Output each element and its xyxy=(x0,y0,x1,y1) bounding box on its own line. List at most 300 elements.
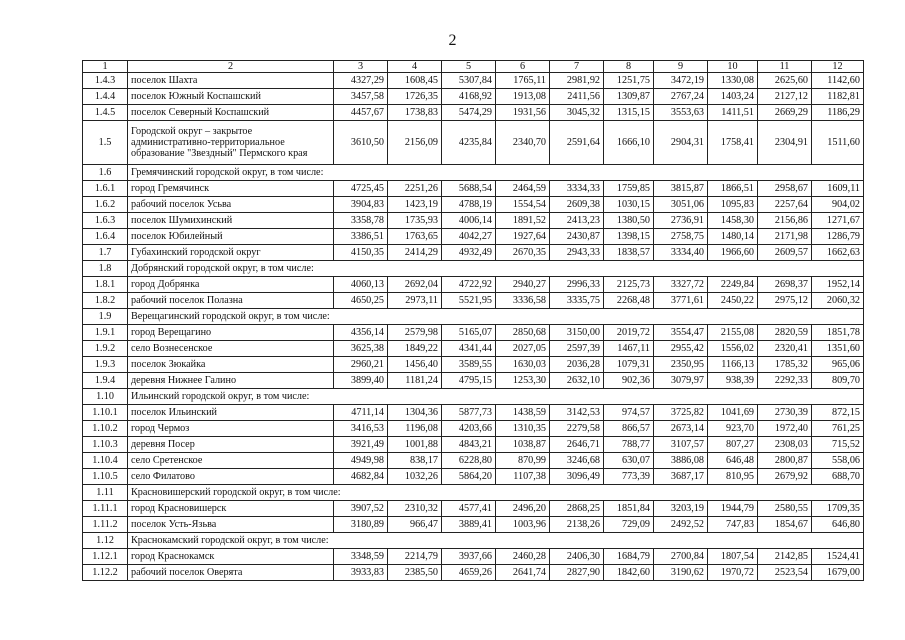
value-cell-col7: 2591,64 xyxy=(550,121,604,165)
row-code: 1.9.2 xyxy=(83,341,128,357)
value-cell-col8: 1309,87 xyxy=(604,89,654,105)
value-cell-col8: 1315,15 xyxy=(604,105,654,121)
value-cell-col12: 965,06 xyxy=(812,357,864,373)
value-cell-col3: 4150,35 xyxy=(334,245,388,261)
value-cell-col8: 2268,48 xyxy=(604,293,654,309)
settlement-name: город Верещагино xyxy=(128,325,334,341)
value-cell-col7: 2138,26 xyxy=(550,517,604,533)
value-cell-col3: 4060,13 xyxy=(334,277,388,293)
value-cell-col6: 1038,87 xyxy=(496,437,550,453)
column-header: 3 xyxy=(334,61,388,73)
settlement-name: поселок Южный Коспашский xyxy=(128,89,334,105)
value-cell-col8: 630,07 xyxy=(604,453,654,469)
column-header: 1 xyxy=(83,61,128,73)
value-cell-col9: 2736,91 xyxy=(654,213,708,229)
table-row xyxy=(83,341,864,357)
value-cell-col8: 1684,79 xyxy=(604,549,654,565)
value-cell-col8: 1030,15 xyxy=(604,197,654,213)
table-row xyxy=(83,405,864,421)
settlement-name: Городской округ – закрытое административно-территориальное образование "Звездный" Пермского края xyxy=(128,121,334,165)
value-cell-col7: 2943,33 xyxy=(550,245,604,261)
row-code: 1.4.3 xyxy=(83,73,128,89)
value-cell-col10: 2155,08 xyxy=(708,325,758,341)
table-row xyxy=(83,293,864,309)
value-cell-col6: 2460,28 xyxy=(496,549,550,565)
value-cell-col3: 3907,52 xyxy=(334,501,388,517)
value-cell-col4: 1738,83 xyxy=(388,105,442,121)
value-cell-col9: 2492,52 xyxy=(654,517,708,533)
value-cell-col10: 1970,72 xyxy=(708,565,758,581)
row-code: 1.12 xyxy=(83,533,128,549)
value-cell-col4: 2251,26 xyxy=(388,181,442,197)
row-code: 1.9 xyxy=(83,309,128,325)
region-name: Гремячинский городской округ, в том числе: xyxy=(128,165,864,181)
value-cell-col3: 3899,40 xyxy=(334,373,388,389)
value-cell-col6: 2850,68 xyxy=(496,325,550,341)
value-cell-col7: 2413,23 xyxy=(550,213,604,229)
value-cell-col7: 2279,58 xyxy=(550,421,604,437)
value-cell-col3: 3933,83 xyxy=(334,565,388,581)
value-cell-col5: 4722,92 xyxy=(442,277,496,293)
table-row xyxy=(83,501,864,517)
row-code: 1.6.2 xyxy=(83,197,128,213)
value-cell-col10: 1758,41 xyxy=(708,121,758,165)
value-cell-col7: 2981,92 xyxy=(550,73,604,89)
value-cell-col4: 1726,35 xyxy=(388,89,442,105)
settlement-name: город Красновишерск xyxy=(128,501,334,517)
value-cell-col6: 870,99 xyxy=(496,453,550,469)
value-cell-col4: 2414,29 xyxy=(388,245,442,261)
value-cell-col5: 5877,73 xyxy=(442,405,496,421)
settlement-name: поселок Шумихинский xyxy=(128,213,334,229)
value-cell-col3: 3358,78 xyxy=(334,213,388,229)
value-cell-col9: 3190,62 xyxy=(654,565,708,581)
value-cell-col9: 3079,97 xyxy=(654,373,708,389)
settlement-name: поселок Юбилейный xyxy=(128,229,334,245)
settlement-name: город Добрянка xyxy=(128,277,334,293)
settlement-name: город Чермоз xyxy=(128,421,334,437)
value-cell-col5: 5307,84 xyxy=(442,73,496,89)
value-cell-col11: 2820,59 xyxy=(758,325,812,341)
value-cell-col11: 1785,32 xyxy=(758,357,812,373)
value-cell-col4: 1608,45 xyxy=(388,73,442,89)
settlement-name: поселок Северный Коспашский xyxy=(128,105,334,121)
value-cell-col5: 4788,19 xyxy=(442,197,496,213)
value-cell-col5: 4795,15 xyxy=(442,373,496,389)
value-cell-col3: 2960,21 xyxy=(334,357,388,373)
value-cell-col9: 3107,57 xyxy=(654,437,708,453)
value-cell-col8: 729,09 xyxy=(604,517,654,533)
column-header: 12 xyxy=(812,61,864,73)
value-cell-col4: 2579,98 xyxy=(388,325,442,341)
value-cell-col11: 2975,12 xyxy=(758,293,812,309)
value-cell-col5: 4203,66 xyxy=(442,421,496,437)
value-cell-col10: 646,48 xyxy=(708,453,758,469)
column-header: 7 xyxy=(550,61,604,73)
value-cell-col10: 810,95 xyxy=(708,469,758,485)
column-header: 8 xyxy=(604,61,654,73)
row-code: 1.10.1 xyxy=(83,405,128,421)
settlement-name: город Гремячинск xyxy=(128,181,334,197)
value-cell-col6: 1003,96 xyxy=(496,517,550,533)
value-cell-col10: 1411,51 xyxy=(708,105,758,121)
value-cell-col8: 974,57 xyxy=(604,405,654,421)
value-cell-col7: 3142,53 xyxy=(550,405,604,421)
value-cell-col3: 3457,58 xyxy=(334,89,388,105)
value-cell-col7: 2996,33 xyxy=(550,277,604,293)
value-cell-col9: 3553,63 xyxy=(654,105,708,121)
value-cell-col10: 1458,30 xyxy=(708,213,758,229)
value-cell-col4: 2973,11 xyxy=(388,293,442,309)
row-code: 1.9.1 xyxy=(83,325,128,341)
value-cell-col12: 904,02 xyxy=(812,197,864,213)
value-cell-col12: 1286,79 xyxy=(812,229,864,245)
region-name: Верещагинский городской округ, в том числе: xyxy=(128,309,864,325)
value-cell-col7: 2646,71 xyxy=(550,437,604,453)
value-cell-col7: 2406,30 xyxy=(550,549,604,565)
value-cell-col4: 1032,26 xyxy=(388,469,442,485)
row-code: 1.7 xyxy=(83,245,128,261)
table-row xyxy=(83,277,864,293)
value-cell-col7: 3045,32 xyxy=(550,105,604,121)
column-header: 10 xyxy=(708,61,758,73)
row-code: 1.10.5 xyxy=(83,469,128,485)
value-cell-col3: 3904,83 xyxy=(334,197,388,213)
value-cell-col5: 4042,27 xyxy=(442,229,496,245)
settlement-name: село Вознесенское xyxy=(128,341,334,357)
value-cell-col4: 1196,08 xyxy=(388,421,442,437)
row-code: 1.11.1 xyxy=(83,501,128,517)
value-cell-col4: 2156,09 xyxy=(388,121,442,165)
table-row xyxy=(83,121,864,165)
value-cell-col11: 2127,12 xyxy=(758,89,812,105)
value-cell-col7: 2430,87 xyxy=(550,229,604,245)
value-cell-col4: 1456,40 xyxy=(388,357,442,373)
region-header-row xyxy=(83,485,864,501)
row-code: 1.11.2 xyxy=(83,517,128,533)
value-cell-col6: 1107,38 xyxy=(496,469,550,485)
value-cell-col9: 3771,61 xyxy=(654,293,708,309)
value-cell-col11: 2320,41 xyxy=(758,341,812,357)
value-cell-col8: 1842,60 xyxy=(604,565,654,581)
value-cell-col9: 3472,19 xyxy=(654,73,708,89)
value-cell-col11: 2958,67 xyxy=(758,181,812,197)
table-row xyxy=(83,229,864,245)
value-cell-col6: 1913,08 xyxy=(496,89,550,105)
settlement-name: рабочий поселок Оверята xyxy=(128,565,334,581)
value-cell-col4: 1423,19 xyxy=(388,197,442,213)
region-header-row xyxy=(83,165,864,181)
value-cell-col7: 2597,39 xyxy=(550,341,604,357)
row-code: 1.4.4 xyxy=(83,89,128,105)
value-cell-col11: 2698,37 xyxy=(758,277,812,293)
value-cell-col8: 1467,11 xyxy=(604,341,654,357)
value-cell-col8: 866,57 xyxy=(604,421,654,437)
page-number: 2 xyxy=(448,32,457,49)
value-cell-col6: 2027,05 xyxy=(496,341,550,357)
row-code: 1.6 xyxy=(83,165,128,181)
settlement-name: поселок Зюкайка xyxy=(128,357,334,373)
settlement-name: село Сретенское xyxy=(128,453,334,469)
value-cell-col5: 4843,21 xyxy=(442,437,496,453)
value-cell-col5: 4932,49 xyxy=(442,245,496,261)
value-cell-col9: 3203,19 xyxy=(654,501,708,517)
value-cell-col12: 1524,41 xyxy=(812,549,864,565)
value-cell-col3: 4682,84 xyxy=(334,469,388,485)
row-code: 1.5 xyxy=(83,121,128,165)
value-cell-col9: 2758,75 xyxy=(654,229,708,245)
row-code: 1.6.3 xyxy=(83,213,128,229)
value-cell-col6: 1438,59 xyxy=(496,405,550,421)
value-cell-col6: 1931,56 xyxy=(496,105,550,121)
settlement-name: деревня Нижнее Галино xyxy=(128,373,334,389)
value-cell-col8: 1398,15 xyxy=(604,229,654,245)
table-row xyxy=(83,73,864,89)
value-cell-col9: 2904,31 xyxy=(654,121,708,165)
value-cell-col6: 3336,58 xyxy=(496,293,550,309)
value-cell-col9: 2955,42 xyxy=(654,341,708,357)
value-cell-col10: 938,39 xyxy=(708,373,758,389)
column-header: 4 xyxy=(388,61,442,73)
value-cell-col4: 1735,93 xyxy=(388,213,442,229)
table-row xyxy=(83,453,864,469)
value-cell-col11: 2669,29 xyxy=(758,105,812,121)
value-cell-col5: 3889,41 xyxy=(442,517,496,533)
value-cell-col7: 2609,38 xyxy=(550,197,604,213)
row-code: 1.8 xyxy=(83,261,128,277)
table-row xyxy=(83,421,864,437)
value-cell-col4: 1304,36 xyxy=(388,405,442,421)
value-cell-col12: 1851,78 xyxy=(812,325,864,341)
table-row xyxy=(83,373,864,389)
value-cell-col10: 1330,08 xyxy=(708,73,758,89)
value-cell-col9: 3327,72 xyxy=(654,277,708,293)
value-cell-col3: 3921,49 xyxy=(334,437,388,453)
value-cell-col9: 2700,84 xyxy=(654,549,708,565)
value-cell-col9: 3725,82 xyxy=(654,405,708,421)
value-cell-col4: 1181,24 xyxy=(388,373,442,389)
value-cell-col10: 747,83 xyxy=(708,517,758,533)
value-cell-col5: 5474,29 xyxy=(442,105,496,121)
value-cell-col10: 2249,84 xyxy=(708,277,758,293)
value-cell-col5: 3589,55 xyxy=(442,357,496,373)
settlement-name: деревня Посер xyxy=(128,437,334,453)
value-cell-col11: 2730,39 xyxy=(758,405,812,421)
value-cell-col12: 1662,63 xyxy=(812,245,864,261)
value-cell-col12: 1709,35 xyxy=(812,501,864,517)
value-cell-col3: 4457,67 xyxy=(334,105,388,121)
table-row xyxy=(83,549,864,565)
value-cell-col3: 4356,14 xyxy=(334,325,388,341)
value-cell-col6: 1765,11 xyxy=(496,73,550,89)
value-cell-col11: 2679,92 xyxy=(758,469,812,485)
value-cell-col3: 4650,25 xyxy=(334,293,388,309)
value-cell-col10: 923,70 xyxy=(708,421,758,437)
value-cell-col6: 2496,20 xyxy=(496,501,550,517)
value-cell-col12: 1351,60 xyxy=(812,341,864,357)
value-cell-col12: 1182,81 xyxy=(812,89,864,105)
value-cell-col8: 1251,75 xyxy=(604,73,654,89)
value-cell-col11: 2523,54 xyxy=(758,565,812,581)
value-cell-col8: 1838,57 xyxy=(604,245,654,261)
region-header-row xyxy=(83,261,864,277)
settlement-name: село Филатово xyxy=(128,469,334,485)
value-cell-col8: 1380,50 xyxy=(604,213,654,229)
settlement-name: поселок Ильинский xyxy=(128,405,334,421)
value-cell-col9: 3554,47 xyxy=(654,325,708,341)
table-row xyxy=(83,437,864,453)
value-cell-col11: 2308,03 xyxy=(758,437,812,453)
value-cell-col12: 688,70 xyxy=(812,469,864,485)
value-cell-col6: 2641,74 xyxy=(496,565,550,581)
value-cell-col12: 715,52 xyxy=(812,437,864,453)
settlement-name: Губахинский городской округ xyxy=(128,245,334,261)
region-header-row xyxy=(83,309,864,325)
value-cell-col11: 2609,57 xyxy=(758,245,812,261)
value-cell-col11: 2625,60 xyxy=(758,73,812,89)
value-cell-col5: 4577,41 xyxy=(442,501,496,517)
value-cell-col10: 1480,14 xyxy=(708,229,758,245)
value-cell-col3: 3386,51 xyxy=(334,229,388,245)
table-row xyxy=(83,105,864,121)
row-code: 1.6.1 xyxy=(83,181,128,197)
region-name: Ильинский городской округ, в том числе: xyxy=(128,389,864,405)
value-cell-col12: 1271,67 xyxy=(812,213,864,229)
value-cell-col11: 2171,98 xyxy=(758,229,812,245)
value-cell-col4: 1001,88 xyxy=(388,437,442,453)
value-cell-col3: 4725,45 xyxy=(334,181,388,197)
value-cell-col7: 3150,00 xyxy=(550,325,604,341)
row-code: 1.10 xyxy=(83,389,128,405)
value-cell-col5: 6228,80 xyxy=(442,453,496,469)
value-cell-col4: 2385,50 xyxy=(388,565,442,581)
region-header-row xyxy=(83,389,864,405)
table-row xyxy=(83,565,864,581)
value-cell-col7: 3335,75 xyxy=(550,293,604,309)
value-cell-col9: 2767,24 xyxy=(654,89,708,105)
value-cell-col4: 1763,65 xyxy=(388,229,442,245)
row-code: 1.10.4 xyxy=(83,453,128,469)
value-cell-col11: 2156,86 xyxy=(758,213,812,229)
value-cell-col9: 2673,14 xyxy=(654,421,708,437)
value-cell-col6: 1630,03 xyxy=(496,357,550,373)
value-cell-col12: 809,70 xyxy=(812,373,864,389)
row-code: 1.11 xyxy=(83,485,128,501)
value-cell-col12: 872,15 xyxy=(812,405,864,421)
value-cell-col11: 2142,85 xyxy=(758,549,812,565)
tariff-table xyxy=(82,60,864,581)
value-cell-col12: 2060,32 xyxy=(812,293,864,309)
value-cell-col5: 5688,54 xyxy=(442,181,496,197)
value-cell-col12: 1679,00 xyxy=(812,565,864,581)
value-cell-col10: 1403,24 xyxy=(708,89,758,105)
table-row xyxy=(83,245,864,261)
value-cell-col6: 1310,35 xyxy=(496,421,550,437)
settlement-name: поселок Усть-Язьва xyxy=(128,517,334,533)
value-cell-col3: 3180,89 xyxy=(334,517,388,533)
column-header: 2 xyxy=(128,61,334,73)
region-name: Красновишерский городской округ, в том числе: xyxy=(128,485,864,501)
value-cell-col10: 1966,60 xyxy=(708,245,758,261)
value-cell-col9: 3051,06 xyxy=(654,197,708,213)
table-row xyxy=(83,181,864,197)
value-cell-col7: 3096,49 xyxy=(550,469,604,485)
value-cell-col8: 773,39 xyxy=(604,469,654,485)
row-code: 1.9.3 xyxy=(83,357,128,373)
value-cell-col7: 2036,28 xyxy=(550,357,604,373)
value-cell-col12: 1609,11 xyxy=(812,181,864,197)
settlement-name: поселок Шахта xyxy=(128,73,334,89)
value-cell-col3: 3416,53 xyxy=(334,421,388,437)
value-cell-col8: 2125,73 xyxy=(604,277,654,293)
value-cell-col10: 1041,69 xyxy=(708,405,758,421)
settlement-name: рабочий поселок Усьва xyxy=(128,197,334,213)
value-cell-col5: 4168,92 xyxy=(442,89,496,105)
value-cell-col12: 1142,60 xyxy=(812,73,864,89)
value-cell-col7: 2827,90 xyxy=(550,565,604,581)
value-cell-col8: 2019,72 xyxy=(604,325,654,341)
value-cell-col7: 2411,56 xyxy=(550,89,604,105)
value-cell-col8: 902,36 xyxy=(604,373,654,389)
table-row xyxy=(83,197,864,213)
column-header: 5 xyxy=(442,61,496,73)
column-header: 6 xyxy=(496,61,550,73)
value-cell-col9: 3815,87 xyxy=(654,181,708,197)
value-cell-col8: 1759,85 xyxy=(604,181,654,197)
row-code: 1.10.3 xyxy=(83,437,128,453)
value-cell-col5: 4341,44 xyxy=(442,341,496,357)
value-cell-col5: 3937,66 xyxy=(442,549,496,565)
value-cell-col10: 1866,51 xyxy=(708,181,758,197)
value-cell-col8: 1079,31 xyxy=(604,357,654,373)
value-cell-col5: 4659,26 xyxy=(442,565,496,581)
value-cell-col10: 1944,79 xyxy=(708,501,758,517)
value-cell-col3: 3625,38 xyxy=(334,341,388,357)
row-code: 1.10.2 xyxy=(83,421,128,437)
value-cell-col11: 1854,67 xyxy=(758,517,812,533)
value-cell-col6: 1891,52 xyxy=(496,213,550,229)
value-cell-col9: 3334,40 xyxy=(654,245,708,261)
value-cell-col12: 1186,29 xyxy=(812,105,864,121)
value-cell-col4: 2214,79 xyxy=(388,549,442,565)
value-cell-col12: 1511,60 xyxy=(812,121,864,165)
value-cell-col11: 2580,55 xyxy=(758,501,812,517)
value-cell-col9: 3886,08 xyxy=(654,453,708,469)
value-cell-col10: 2450,22 xyxy=(708,293,758,309)
value-cell-col3: 4711,14 xyxy=(334,405,388,421)
value-cell-col10: 1095,83 xyxy=(708,197,758,213)
column-header: 11 xyxy=(758,61,812,73)
region-name: Краснокамский городской округ, в том числе: xyxy=(128,533,864,549)
row-code: 1.4.5 xyxy=(83,105,128,121)
value-cell-col5: 4006,14 xyxy=(442,213,496,229)
value-cell-col5: 5864,20 xyxy=(442,469,496,485)
value-cell-col5: 5165,07 xyxy=(442,325,496,341)
value-cell-col6: 2670,35 xyxy=(496,245,550,261)
value-cell-col4: 2310,32 xyxy=(388,501,442,517)
value-cell-col10: 1556,02 xyxy=(708,341,758,357)
value-cell-col3: 3348,59 xyxy=(334,549,388,565)
row-code: 1.8.1 xyxy=(83,277,128,293)
table-row xyxy=(83,325,864,341)
value-cell-col10: 807,27 xyxy=(708,437,758,453)
region-name: Добрянский городской округ, в том числе: xyxy=(128,261,864,277)
value-cell-col7: 2868,25 xyxy=(550,501,604,517)
value-cell-col11: 2800,87 xyxy=(758,453,812,469)
value-cell-col5: 4235,84 xyxy=(442,121,496,165)
value-cell-col6: 2464,59 xyxy=(496,181,550,197)
table-row xyxy=(83,357,864,373)
